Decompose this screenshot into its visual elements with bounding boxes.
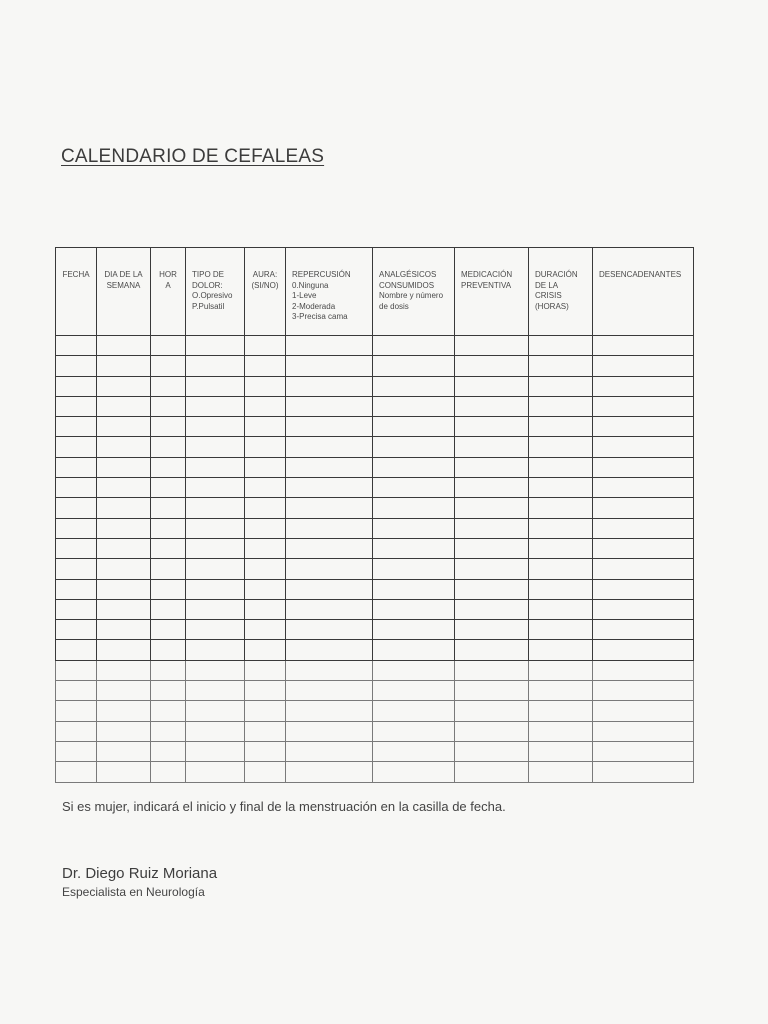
cell-analgesicos[interactable] [373,660,455,680]
cell-repercusion[interactable] [286,721,373,741]
cell-fecha[interactable] [56,417,97,437]
cell-desencadenantes[interactable] [593,498,694,518]
cell-tipo[interactable] [186,356,245,376]
cell-tipo[interactable] [186,681,245,701]
cell-desencadenantes[interactable] [593,741,694,761]
cell-medicacion[interactable] [455,396,529,416]
table-row [56,762,694,782]
cell-dia[interactable] [97,660,151,680]
cell-analgesicos[interactable] [373,498,455,518]
cell-duracion[interactable] [529,741,593,761]
cell-aura[interactable] [245,640,286,660]
cell-hora[interactable] [151,376,186,396]
table-row [56,336,694,356]
cell-tipo[interactable] [186,721,245,741]
cell-hora[interactable] [151,721,186,741]
cell-tipo[interactable] [186,538,245,558]
cell-analgesicos[interactable] [373,640,455,660]
cell-medicacion[interactable] [455,701,529,721]
table-row [56,721,694,741]
cell-medicacion[interactable] [455,640,529,660]
cell-repercusion[interactable] [286,417,373,437]
cell-medicacion[interactable] [455,376,529,396]
doctor-specialty: Especialista en Neurología [62,885,205,899]
cell-aura[interactable] [245,741,286,761]
cell-dia[interactable] [97,599,151,619]
cell-fecha[interactable] [56,457,97,477]
cell-repercusion[interactable] [286,762,373,782]
cell-hora[interactable] [151,701,186,721]
cell-desencadenantes[interactable] [593,762,694,782]
cell-hora[interactable] [151,741,186,761]
cell-repercusion[interactable] [286,518,373,538]
cell-analgesicos[interactable] [373,579,455,599]
cell-repercusion[interactable] [286,701,373,721]
table-row [56,599,694,619]
cell-fecha[interactable] [56,559,97,579]
table-row [56,437,694,457]
column-header-label: DIA DE LA SEMANA [104,270,143,290]
cell-aura[interactable] [245,336,286,356]
cell-repercusion[interactable] [286,599,373,619]
cell-hora[interactable] [151,559,186,579]
cell-aura[interactable] [245,396,286,416]
cell-tipo[interactable] [186,417,245,437]
cell-desencadenantes[interactable] [593,559,694,579]
cell-desencadenantes[interactable] [593,681,694,701]
cell-desencadenantes[interactable] [593,417,694,437]
cell-tipo[interactable] [186,336,245,356]
cell-analgesicos[interactable] [373,762,455,782]
cell-duracion[interactable] [529,336,593,356]
cell-tipo[interactable] [186,559,245,579]
column-header-label: DESENCADENANTES [599,270,682,279]
cell-aura[interactable] [245,437,286,457]
column-header-analgesicos [373,248,455,336]
cell-dia[interactable] [97,538,151,558]
table-row [56,620,694,640]
cell-medicacion[interactable] [455,660,529,680]
cell-fecha[interactable] [56,741,97,761]
column-header-duracion [529,248,593,336]
cell-fecha[interactable] [56,538,97,558]
cell-fecha[interactable] [56,701,97,721]
cell-desencadenantes[interactable] [593,620,694,640]
cell-medicacion[interactable] [455,559,529,579]
cell-duracion[interactable] [529,701,593,721]
cell-repercusion[interactable] [286,559,373,579]
table-row [56,559,694,579]
cell-fecha[interactable] [56,437,97,457]
column-header-label: TIPO DE DOLOR: O.Opresivo P.Pulsatil [192,270,233,311]
cell-tipo[interactable] [186,478,245,498]
cell-desencadenantes[interactable] [593,457,694,477]
table-row [56,356,694,376]
cell-analgesicos[interactable] [373,599,455,619]
cell-fecha[interactable] [56,396,97,416]
cell-hora[interactable] [151,356,186,376]
cell-medicacion[interactable] [455,478,529,498]
cell-fecha[interactable] [56,336,97,356]
cell-hora[interactable] [151,762,186,782]
cell-medicacion[interactable] [455,599,529,619]
cell-dia[interactable] [97,478,151,498]
cell-desencadenantes[interactable] [593,518,694,538]
cell-analgesicos[interactable] [373,417,455,437]
cell-analgesicos[interactable] [373,741,455,761]
cell-duracion[interactable] [529,356,593,376]
cell-desencadenantes[interactable] [593,356,694,376]
cell-tipo[interactable] [186,762,245,782]
cell-repercusion[interactable] [286,741,373,761]
table-row [56,518,694,538]
cell-tipo[interactable] [186,498,245,518]
cell-desencadenantes[interactable] [593,579,694,599]
cell-hora[interactable] [151,681,186,701]
cell-hora[interactable] [151,640,186,660]
cell-hora[interactable] [151,396,186,416]
cell-desencadenantes[interactable] [593,701,694,721]
cell-aura[interactable] [245,701,286,721]
cell-analgesicos[interactable] [373,336,455,356]
cell-medicacion[interactable] [455,620,529,640]
cell-dia[interactable] [97,457,151,477]
cell-medicacion[interactable] [455,579,529,599]
cell-medicacion[interactable] [455,721,529,741]
cell-tipo[interactable] [186,701,245,721]
cell-desencadenantes[interactable] [593,640,694,660]
cell-fecha[interactable] [56,681,97,701]
cell-analgesicos[interactable] [373,356,455,376]
cell-analgesicos[interactable] [373,620,455,640]
cell-aura[interactable] [245,721,286,741]
cell-tipo[interactable] [186,457,245,477]
cell-repercusion[interactable] [286,660,373,680]
cell-hora[interactable] [151,457,186,477]
cell-hora[interactable] [151,478,186,498]
cell-dia[interactable] [97,498,151,518]
column-header-label: ANALGÉSICOS CONSUMIDOS Nombre y número de dosis [379,270,444,311]
cell-desencadenantes[interactable] [593,660,694,680]
table-row [56,457,694,477]
cell-tipo[interactable] [186,437,245,457]
column-header-fecha [56,248,97,336]
cell-fecha[interactable] [56,498,97,518]
cell-desencadenantes[interactable] [593,599,694,619]
cell-dia[interactable] [97,762,151,782]
cell-tipo[interactable] [186,396,245,416]
cell-aura[interactable] [245,417,286,437]
cell-analgesicos[interactable] [373,376,455,396]
cell-duracion[interactable] [529,681,593,701]
cell-analgesicos[interactable] [373,437,455,457]
cell-desencadenantes[interactable] [593,336,694,356]
cell-analgesicos[interactable] [373,681,455,701]
cell-hora[interactable] [151,417,186,437]
cell-fecha[interactable] [56,478,97,498]
cell-dia[interactable] [97,559,151,579]
cell-desencadenantes[interactable] [593,437,694,457]
cell-fecha[interactable] [56,762,97,782]
cell-medicacion[interactable] [455,681,529,701]
cell-medicacion[interactable] [455,762,529,782]
cell-aura[interactable] [245,620,286,640]
cell-repercusion[interactable] [286,356,373,376]
cell-repercusion[interactable] [286,620,373,640]
cell-dia[interactable] [97,640,151,660]
menstruation-note: Si es mujer, indicará el inicio y final de la menstruación en la casilla de fecha. [62,799,506,814]
cell-duracion[interactable] [529,620,593,640]
cell-duracion[interactable] [529,721,593,741]
cell-fecha[interactable] [56,599,97,619]
cell-fecha[interactable] [56,518,97,538]
cell-duracion[interactable] [529,559,593,579]
cell-fecha[interactable] [56,640,97,660]
cell-aura[interactable] [245,518,286,538]
cell-dia[interactable] [97,376,151,396]
cell-hora[interactable] [151,660,186,680]
cell-duracion[interactable] [529,762,593,782]
cell-dia[interactable] [97,437,151,457]
cell-fecha[interactable] [56,356,97,376]
cell-duracion[interactable] [529,518,593,538]
table-row [56,417,694,437]
cell-analgesicos[interactable] [373,721,455,741]
cell-analgesicos[interactable] [373,559,455,579]
cell-repercusion[interactable] [286,538,373,558]
table-body [56,336,694,783]
cell-fecha[interactable] [56,660,97,680]
cell-hora[interactable] [151,620,186,640]
cell-medicacion[interactable] [455,336,529,356]
cell-dia[interactable] [97,701,151,721]
cell-aura[interactable] [245,457,286,477]
cell-tipo[interactable] [186,741,245,761]
cell-dia[interactable] [97,356,151,376]
cell-dia[interactable] [97,741,151,761]
table-row [56,741,694,761]
cell-medicacion[interactable] [455,518,529,538]
cell-repercusion[interactable] [286,498,373,518]
cell-repercusion[interactable] [286,376,373,396]
column-header-label: REPERCUSIÓN 0.Ninguna 1-Leve 2-Moderada 3-Precisa cama [292,270,351,321]
cell-repercusion[interactable] [286,478,373,498]
column-header-medicacion [455,248,529,336]
cell-aura[interactable] [245,762,286,782]
cell-medicacion[interactable] [455,498,529,518]
cell-analgesicos[interactable] [373,701,455,721]
table-row [56,681,694,701]
table-row [56,579,694,599]
cell-fecha[interactable] [56,620,97,640]
cell-duracion[interactable] [529,396,593,416]
cell-duracion[interactable] [529,478,593,498]
cell-tipo[interactable] [186,518,245,538]
cell-aura[interactable] [245,599,286,619]
cell-aura[interactable] [245,579,286,599]
cell-tipo[interactable] [186,640,245,660]
cell-dia[interactable] [97,721,151,741]
cell-repercusion[interactable] [286,681,373,701]
cell-tipo[interactable] [186,376,245,396]
cell-desencadenantes[interactable] [593,376,694,396]
table-row [56,701,694,721]
cell-medicacion[interactable] [455,417,529,437]
cell-medicacion[interactable] [455,437,529,457]
cell-repercusion[interactable] [286,437,373,457]
cell-tipo[interactable] [186,599,245,619]
cell-hora[interactable] [151,498,186,518]
cell-fecha[interactable] [56,376,97,396]
table-header-row [56,248,694,336]
cell-medicacion[interactable] [455,457,529,477]
table-row [56,396,694,416]
cell-hora[interactable] [151,437,186,457]
cell-repercusion[interactable] [286,457,373,477]
cell-analgesicos[interactable] [373,518,455,538]
cell-hora[interactable] [151,579,186,599]
cell-hora[interactable] [151,336,186,356]
cell-analgesicos[interactable] [373,396,455,416]
cell-desencadenantes[interactable] [593,721,694,741]
column-header-label: DURACIÓN DE LA CRISIS (HORAS) [535,270,578,311]
column-header-dia [97,248,151,336]
cell-duracion[interactable] [529,437,593,457]
cell-aura[interactable] [245,376,286,396]
cell-duracion[interactable] [529,579,593,599]
column-header-label: FECHA [62,270,90,279]
cell-repercusion[interactable] [286,579,373,599]
cell-aura[interactable] [245,681,286,701]
cell-duracion[interactable] [529,417,593,437]
cell-medicacion[interactable] [455,741,529,761]
cell-duracion[interactable] [529,538,593,558]
cell-fecha[interactable] [56,579,97,599]
cell-duracion[interactable] [529,599,593,619]
cell-tipo[interactable] [186,579,245,599]
cell-repercusion[interactable] [286,396,373,416]
page-title: CALENDARIO DE CEFALEAS [61,146,325,167]
cell-repercusion[interactable] [286,640,373,660]
cell-tipo[interactable] [186,660,245,680]
cell-analgesicos[interactable] [373,457,455,477]
cell-analgesicos[interactable] [373,538,455,558]
cell-duracion[interactable] [529,660,593,680]
cell-aura[interactable] [245,538,286,558]
cell-dia[interactable] [97,336,151,356]
cell-repercusion[interactable] [286,336,373,356]
cell-analgesicos[interactable] [373,478,455,498]
cell-dia[interactable] [97,518,151,538]
cell-dia[interactable] [97,417,151,437]
cell-tipo[interactable] [186,620,245,640]
column-header-label: AURA: (SI/NO) [251,270,279,290]
cell-dia[interactable] [97,681,151,701]
table-row [56,538,694,558]
cell-aura[interactable] [245,478,286,498]
cell-dia[interactable] [97,620,151,640]
cell-desencadenantes[interactable] [593,538,694,558]
cell-desencadenantes[interactable] [593,396,694,416]
column-header-aura [245,248,286,336]
cell-duracion[interactable] [529,376,593,396]
headache-calendar-table [55,247,693,783]
table-row [56,660,694,680]
cell-medicacion[interactable] [455,538,529,558]
cell-desencadenantes[interactable] [593,478,694,498]
column-header-label: HOR A [159,270,177,290]
column-header-hora [151,248,186,336]
table-row [56,376,694,396]
column-header-label: MEDICACIÓN PREVENTIVA [461,270,513,290]
cell-hora[interactable] [151,538,186,558]
column-header-tipo [186,248,245,336]
cell-duracion[interactable] [529,457,593,477]
table-row [56,478,694,498]
cell-hora[interactable] [151,599,186,619]
cell-aura[interactable] [245,356,286,376]
doctor-name: Dr. Diego Ruiz Moriana [62,865,218,882]
cell-aura[interactable] [245,660,286,680]
table-row [56,640,694,660]
cell-aura[interactable] [245,559,286,579]
column-header-repercusion [286,248,373,336]
table-row [56,498,694,518]
cell-aura[interactable] [245,498,286,518]
cell-duracion[interactable] [529,640,593,660]
column-header-desencadenantes [593,248,694,336]
cell-dia[interactable] [97,579,151,599]
cell-hora[interactable] [151,518,186,538]
cell-fecha[interactable] [56,721,97,741]
cell-medicacion[interactable] [455,356,529,376]
cell-duracion[interactable] [529,498,593,518]
cell-dia[interactable] [97,396,151,416]
